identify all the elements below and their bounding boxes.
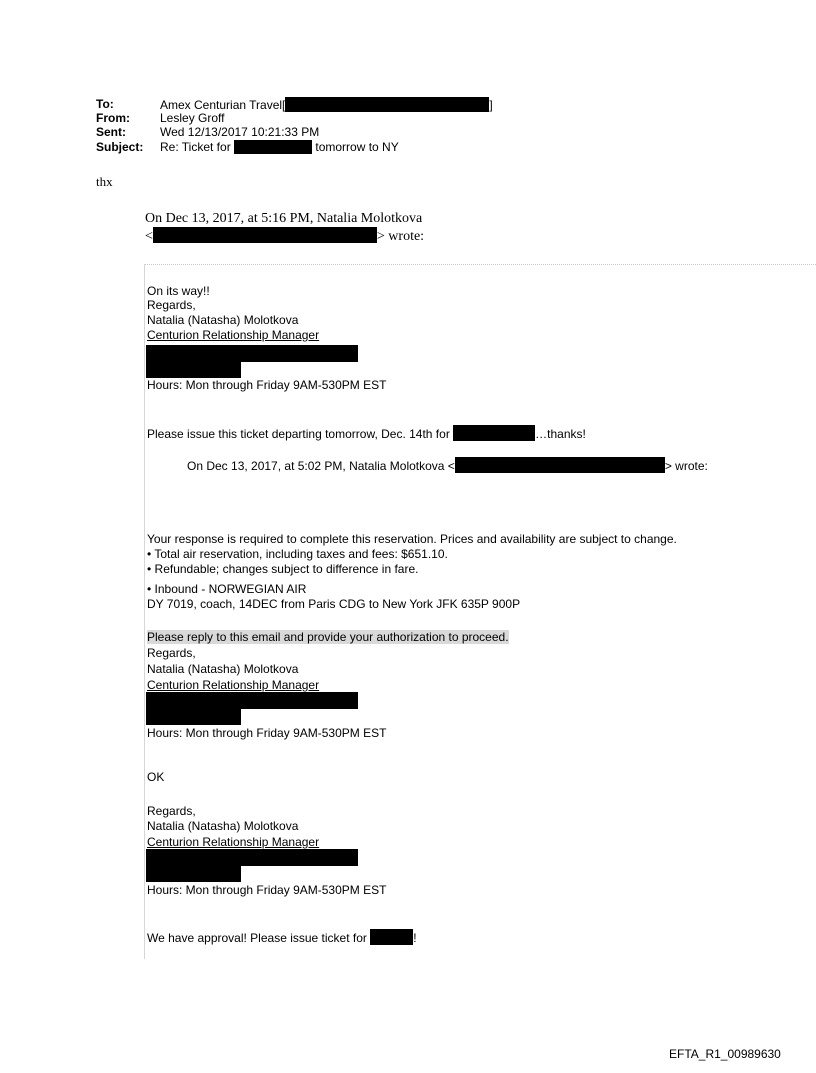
msg3-authorize: Please reply to this email and provide your authorization to proceed. <box>147 630 509 644</box>
quote-attribution-address: < > wrote: <box>145 229 425 244</box>
msg3-line: Your response is required to complete this reservation. Prices and availability are subject to change. <box>147 532 677 546</box>
quote-divider <box>144 264 816 266</box>
redaction <box>234 140 312 154</box>
from-value: Lesley Groff <box>160 111 225 125</box>
msg1-regards: Regards, <box>147 298 196 312</box>
msg4-name: Natalia (Natasha) Molotkova <box>147 819 299 833</box>
subject-suffix: tomorrow to NY <box>315 140 399 154</box>
redaction <box>455 457 665 473</box>
redaction <box>146 849 358 866</box>
msg1-line: On its way!! <box>147 284 210 298</box>
msg3-regards: Regards, <box>147 646 196 660</box>
msg4-hours: Hours: Mon through Friday 9AM-530PM EST <box>147 883 387 897</box>
redaction <box>453 425 535 441</box>
msg3-flight: DY 7019, coach, 14DEC from Paris CDG to New York JFK 635P 900P <box>147 597 521 611</box>
msg3-bullet: • Inbound - NORWEGIAN AIR <box>147 582 307 596</box>
msg3-title: Centurion Relationship Manager <box>147 678 320 692</box>
quote-attribution: On Dec 13, 2017, at 5:16 PM, Natalia Molotkova <box>145 211 423 226</box>
msg4-title: Centurion Relationship Manager <box>147 835 320 849</box>
redaction <box>370 929 413 945</box>
msg2-attribution: On Dec 13, 2017, at 5:02 PM, Natalia Molotkova < > wrote: <box>187 459 708 473</box>
to-address: Amex Centurian Travel[ <box>160 98 286 112</box>
msg2-text: Please issue this ticket departing tomorrow, Dec. 14th for …thanks! <box>147 427 586 441</box>
redaction <box>146 345 358 362</box>
sent-label: Sent: <box>96 125 126 139</box>
msg4-ok: OK <box>147 770 165 784</box>
to-value <box>160 97 493 112</box>
redaction <box>146 709 241 725</box>
to-label: To: <box>96 97 114 111</box>
subject-label: Subject: <box>96 140 144 154</box>
msg1-hours: Hours: Mon through Friday 9AM-530PM EST <box>147 378 387 392</box>
to-close: ] <box>489 98 493 112</box>
bates-number: EFTA_R1_00989630 <box>669 1047 781 1061</box>
msg4-regards: Regards, <box>147 804 196 818</box>
msg1-title: Centurion Relationship Manager <box>147 328 320 342</box>
subject-prefix: Re: Ticket for <box>160 140 231 154</box>
msg3-name: Natalia (Natasha) Molotkova <box>147 662 299 676</box>
redaction <box>285 97 489 112</box>
redaction <box>146 362 241 378</box>
msg3-bullet: • Refundable; changes subject to difference in fare. <box>147 562 419 576</box>
redaction <box>146 866 241 882</box>
quote-bar <box>144 264 145 959</box>
reply-text: thx <box>96 174 113 189</box>
subject-value <box>160 140 399 154</box>
msg1-name: Natalia (Natasha) Molotkova <box>147 313 299 327</box>
from-label: From: <box>96 111 130 125</box>
msg3-hours: Hours: Mon through Friday 9AM-530PM EST <box>147 726 387 740</box>
msg3-bullet: • Total air reservation, including taxes and fees: $651.10. <box>147 547 448 561</box>
sent-value: Wed 12/13/2017 10:21:33 PM <box>160 125 320 139</box>
redaction <box>153 227 377 243</box>
msg4-approval: We have approval! Please issue ticket for ! <box>147 931 417 945</box>
redaction <box>146 692 358 709</box>
